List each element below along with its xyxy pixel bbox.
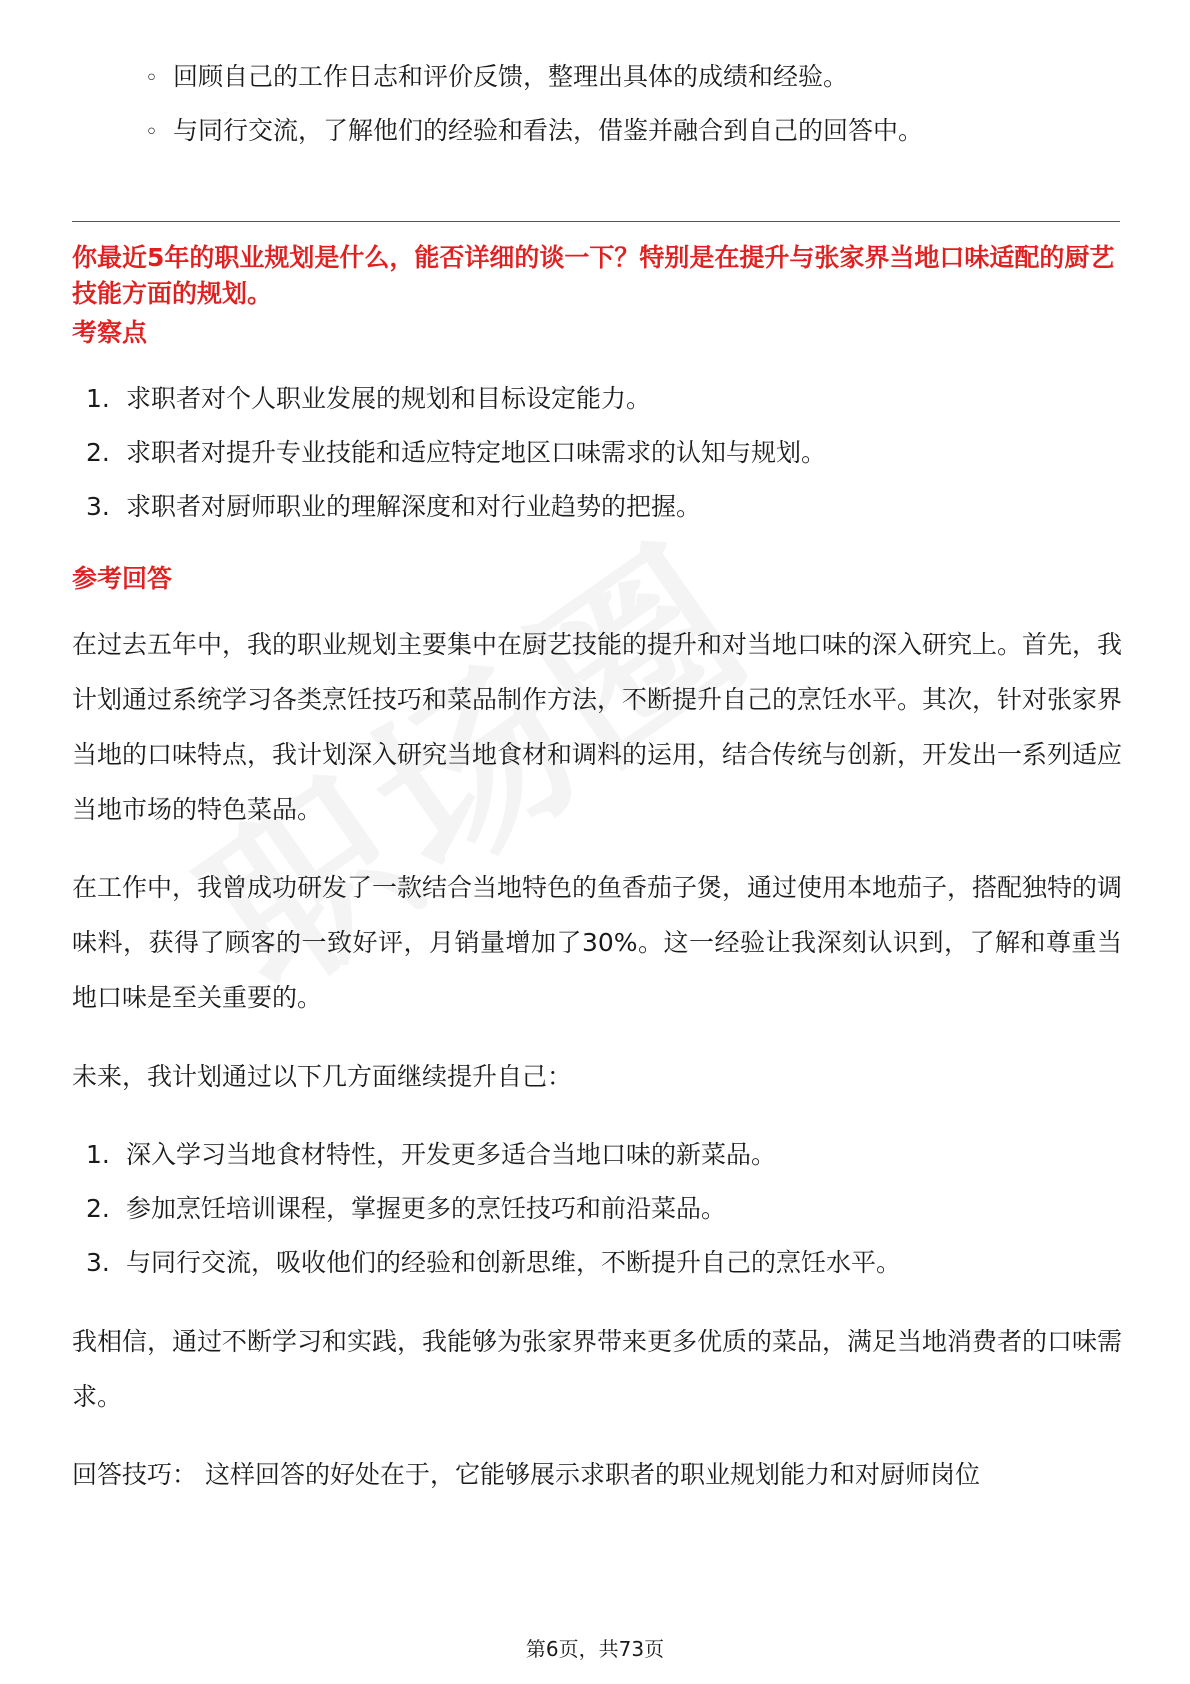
item-text: 深入学习当地食材特性，开发更多适合当地口味的新菜品。 — [126, 1140, 777, 1169]
item-text: 求职者对提升专业技能和适应特定地区口味需求的认知与规划。 — [126, 438, 827, 467]
list-item — [86, 1138, 776, 1172]
answer-paragraph: 在工作中，我曾成功研发了一款结合当地特色的鱼香茄子煲，通过使用本地茄子，搭配独特的调味料，获得了顾客的一致好评，月销量增加了30%。这一经验让我深刻认识到，了解和尊重当地口味是至关重要的。 — [72, 873, 1123, 1012]
bullet-icon: ◦ — [145, 120, 158, 145]
answer-tip-paragraph: 回答技巧： 这样回答的好处在于，它能够展示求职者的职业规划能力和对厨师岗位 — [72, 1460, 980, 1489]
bullet-icon: ◦ — [145, 66, 158, 91]
item-text: 参加烹饪培训课程，掌握更多的烹饪技巧和前沿菜品。 — [126, 1194, 727, 1223]
answer-paragraph: 我相信，通过不断学习和实践，我能够为张家界带来更多优质的菜品，满足当地消费者的口味需求。 — [72, 1327, 1123, 1411]
answer-paragraph: 在过去五年中，我的职业规划主要集中在厨艺技能的提升和对当地口味的深入研究上。首先，我计划通过系统学习各类烹饪技巧和菜品制作方法，不断提升自己的烹饪水平。其次，针对张家界当地的口味特点，我计划深入研究当地食材和调料的运用，结合传统与创新，开发出一系列适应当地市场的特色菜品。 — [72, 630, 1123, 824]
list-item — [86, 1246, 901, 1280]
list-item — [145, 114, 923, 150]
page-number: 第6页，共73页 — [525, 1637, 665, 1661]
list-item — [145, 60, 848, 96]
bullet-text: 与同行交流，了解他们的经验和看法，借鉴并融合到自己的回答中。 — [173, 116, 924, 145]
item-number: 3. — [86, 1248, 110, 1277]
exam-points-heading: 考察点 — [72, 318, 148, 347]
item-number: 1. — [86, 1140, 110, 1169]
item-number: 3. — [86, 492, 110, 521]
list-item — [86, 382, 651, 416]
list-item — [86, 436, 826, 470]
item-number: 1. — [86, 384, 110, 413]
item-number: 2. — [86, 438, 110, 467]
question-heading: 你最近5年的职业规划是什么，能否详细的谈一下？特别是在提升与张家界当地口味适配的厨艺技能方面的规划。 — [72, 243, 1115, 308]
bullet-text: 回顾自己的工作日志和评价反馈，整理出具体的成绩和经验。 — [173, 62, 849, 91]
list-item — [86, 1192, 726, 1226]
item-text: 与同行交流，吸收他们的经验和创新思维，不断提升自己的烹饪水平。 — [126, 1248, 902, 1277]
list-item — [86, 490, 701, 524]
item-text: 求职者对个人职业发展的规划和目标设定能力。 — [126, 384, 652, 413]
section-divider — [72, 221, 1120, 222]
item-text: 求职者对厨师职业的理解深度和对行业趋势的把握。 — [126, 492, 702, 521]
answer-heading: 参考回答 — [72, 564, 173, 593]
answer-paragraph: 未来，我计划通过以下几方面继续提升自己： — [72, 1062, 573, 1091]
item-number: 2. — [86, 1194, 110, 1223]
